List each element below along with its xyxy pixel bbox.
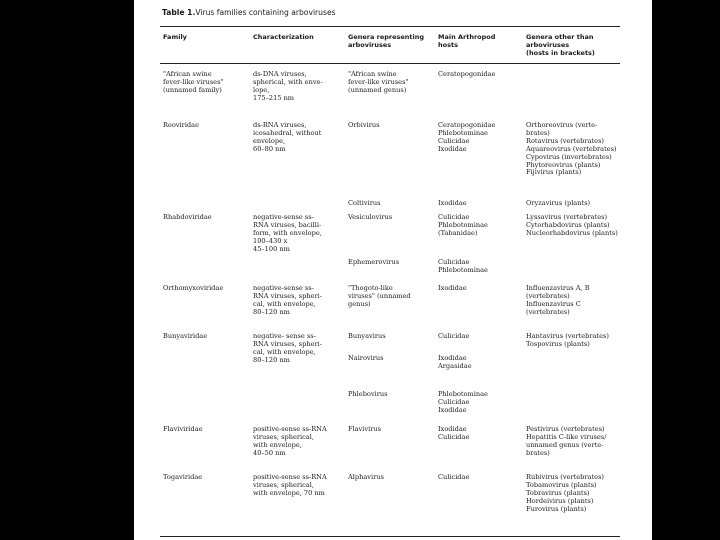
table-cell-characterization	[253, 214, 322, 254]
table-cell-characterization-line: negative-sense ss-	[253, 213, 314, 221]
table-bottom-rule	[160, 536, 620, 537]
table-cell-genera	[348, 285, 411, 309]
header-family-line: Family	[163, 33, 187, 41]
table-cell-hosts	[438, 355, 472, 371]
table-cell-genera	[348, 214, 392, 222]
table-cell-genera-line: Bunyavirus	[348, 332, 386, 340]
table-cell-hosts-line: Phlebotominae	[438, 128, 488, 137]
table-cell-characterization-line: 80–120 nm	[253, 307, 290, 316]
table-cell-family-line: Rhabdoviridae	[163, 213, 212, 221]
table-cell-hosts-line: Ixodidae	[438, 354, 467, 362]
table-cell-hosts	[438, 122, 495, 154]
table-cell-characterization-line: RNA viruses, bacilli-	[253, 220, 322, 229]
header-genera-line: arboviruses	[348, 41, 392, 49]
table-cell-other-line: Phytoreovirus (plants)	[526, 160, 601, 169]
table-cell-characterization-line: with envelope,	[253, 440, 302, 449]
table-cell-genera	[348, 122, 380, 130]
table-cell-characterization-line: 45–100 nm	[253, 244, 290, 253]
table-cell-genera	[348, 200, 381, 208]
table-cell-family	[163, 426, 203, 434]
table-cell-characterization-line: envelope,	[253, 136, 286, 145]
table-cell-genera-line: genus)	[348, 299, 371, 308]
table-cell-family-line: (unnamed family)	[163, 85, 222, 94]
table-cell-hosts-line: (Tabanidae)	[438, 228, 478, 237]
table-cell-hosts-line: Argasidae	[438, 361, 472, 370]
table-cell-hosts-line: Ixodidae	[438, 199, 467, 207]
table-cell-hosts-line: Culicidae	[438, 136, 470, 145]
header-family	[163, 33, 187, 41]
table-cell-genera-line: viruses" (unnamed	[348, 291, 411, 300]
table-cell-characterization-line: 80–120 nm	[253, 355, 290, 364]
table-cell-other	[526, 333, 609, 349]
header-hosts	[438, 33, 495, 49]
table-cell-characterization-line: positive-sense ss-RNA	[253, 473, 327, 481]
table-cell-hosts-line: Culicidae	[438, 432, 470, 441]
table-cell-other-line: Fijivirus (plants)	[526, 168, 582, 177]
table-cell-hosts-line: Phlebotominae	[438, 265, 488, 274]
table-caption: Virus families containing arboviruses	[195, 8, 336, 17]
table-cell-genera-line: Coltivirus	[348, 199, 381, 207]
document-page	[134, 0, 652, 540]
table-cell-characterization-line: 60–80 nm	[253, 144, 286, 153]
table-cell-genera	[348, 333, 386, 341]
table-cell-other-line: Cytorhabdovirus (plants)	[526, 220, 610, 229]
table-cell-genera	[348, 259, 399, 267]
table-cell-family	[163, 474, 202, 482]
table-cell-other-line: Tobamovirus (plants)	[526, 480, 597, 489]
table-cell-family-line: Orthomyxoviridae	[163, 284, 224, 292]
table-cell-characterization-line: 40–50 nm	[253, 448, 286, 457]
header-genera-line: Genera representing	[348, 33, 425, 41]
table-cell-genera-line: Ephemerovirus	[348, 258, 400, 266]
table-cell-other	[526, 285, 590, 317]
table-cell-other	[526, 426, 606, 458]
table-cell-other-line: (vertebrates)	[526, 291, 570, 300]
table-cell-other-line: brates)	[526, 128, 550, 137]
header-genera	[348, 33, 424, 49]
table-cell-other	[526, 200, 590, 208]
table-cell-hosts	[438, 333, 469, 341]
table-cell-genera	[348, 71, 409, 95]
table-cell-characterization-line: form, with envelope,	[253, 228, 322, 237]
table-cell-characterization-line: negative- sense ss-	[253, 332, 316, 340]
table-cell-hosts-line: Culicidae	[438, 473, 470, 481]
table-cell-characterization	[253, 474, 327, 498]
table-cell-characterization-line: 175–215 nm	[253, 93, 295, 102]
table-cell-family-line: fever-like viruses"	[163, 77, 224, 86]
table-cell-characterization-line: positive-sense ss-RNA	[253, 425, 327, 433]
table-cell-other-line: Cypovirus (invertebrates)	[526, 152, 612, 161]
header-rule	[160, 63, 620, 64]
table-cell-other-line: Rubivirus (vertebrates)	[526, 473, 604, 481]
table-top-rule	[160, 26, 620, 27]
table-cell-characterization-line: cal, with envelope,	[253, 299, 316, 308]
table-cell-characterization-line: spherical, with enve-	[253, 77, 323, 86]
header-other-genera	[526, 33, 595, 57]
table-cell-other-line: Lyssavirus (vertebrates)	[526, 213, 608, 221]
table-cell-genera-line: Alphavirus	[348, 473, 384, 481]
table-cell-genera-line: fever-like viruses"	[348, 77, 409, 86]
table-cell-genera-line: Orbivirus	[348, 121, 380, 129]
table-cell-hosts	[438, 200, 467, 208]
table-cell-hosts-line: Ixodidae	[438, 425, 467, 433]
table-cell-other-line: Furovirus (plants)	[526, 504, 587, 513]
table-cell-family	[163, 122, 199, 130]
table-cell-other-line: Aquareovirus (vertebrates)	[526, 144, 617, 153]
table-cell-genera	[348, 474, 384, 482]
table-cell-family	[163, 214, 212, 222]
table-cell-hosts-line: Ixodidae	[438, 405, 467, 414]
table-cell-hosts-line: Ixodidae	[438, 284, 467, 292]
table-number: Table 1.	[162, 8, 196, 17]
table-cell-characterization-line: viruses, spherical,	[253, 480, 314, 489]
table-cell-hosts	[438, 391, 488, 415]
header-other-genera-line: arboviruses	[526, 41, 570, 49]
table-cell-genera-line: "Thogoto-like	[348, 284, 393, 292]
table-cell-characterization-line: viruses, spherical,	[253, 432, 314, 441]
table-cell-characterization-line: lope,	[253, 85, 270, 94]
table-cell-characterization-line: 100–430 x	[253, 236, 288, 245]
table-cell-other-line: Hantavirus (vertebrates)	[526, 332, 609, 340]
table-cell-hosts-line: Phlebotominae	[438, 220, 488, 229]
table-cell-hosts	[438, 259, 488, 275]
table-cell-hosts-line: Culicidae	[438, 332, 470, 340]
table-cell-other-line: Orthoreovirus (verte-	[526, 121, 598, 129]
table-cell-characterization-line: icosahedral, without	[253, 128, 322, 137]
table-cell-characterization-line: with envelope, 70 nm	[253, 488, 325, 497]
table-cell-characterization-line: ds-RNA viruses,	[253, 121, 307, 129]
table-cell-characterization-line: RNA viruses, spheri-	[253, 339, 322, 348]
table-cell-characterization	[253, 426, 327, 458]
table-cell-characterization-line: cal, with envelope,	[253, 347, 316, 356]
table-cell-other-line: Pestivirus (vertebrates)	[526, 425, 605, 433]
table-cell-family	[163, 333, 207, 341]
table-cell-hosts-line: Culicidae	[438, 397, 470, 406]
table-cell-other-line: (vertebrates)	[526, 307, 570, 316]
table-cell-genera-line: Phlebovirus	[348, 390, 388, 398]
table-cell-hosts-line: Phlebotominae	[438, 390, 488, 398]
table-cell-hosts	[438, 214, 488, 238]
table-cell-other-line: Rotavirus (vertebrates)	[526, 136, 604, 145]
table-cell-characterization-line: negative-sense ss-	[253, 284, 314, 292]
table-title	[162, 8, 336, 18]
table-cell-hosts	[438, 285, 467, 293]
header-other-genera-line: (hosts in brackets)	[526, 49, 595, 57]
table-cell-hosts	[438, 71, 495, 79]
table-cell-hosts	[438, 426, 469, 442]
table-cell-other-line: Tobravirus (plants)	[526, 488, 590, 497]
table-cell-family-line: Bunyaviridae	[163, 332, 208, 340]
table-cell-other-line: unnamed genus (verte-	[526, 440, 604, 449]
header-characterization-line: Characterization	[253, 33, 314, 41]
table-cell-other-line: Influenzavirus A, B	[526, 284, 590, 292]
table-cell-genera-line: (unnamed genus)	[348, 85, 407, 94]
header-hosts-line: hosts	[438, 41, 458, 49]
table-cell-other	[526, 214, 618, 238]
table-cell-genera-line: Vesiculovirus	[348, 213, 393, 221]
table-cell-hosts-line: Culicidae	[438, 213, 470, 221]
table-cell-other	[526, 474, 604, 514]
table-cell-family-line: "African swine	[163, 70, 212, 78]
table-cell-family-line: Togaviridae	[163, 473, 203, 481]
table-cell-characterization	[253, 71, 323, 103]
table-cell-genera-line: "African swine	[348, 70, 397, 78]
table-cell-genera-line: Flavivirus	[348, 425, 382, 433]
table-cell-genera-line: Nairovirus	[348, 354, 384, 362]
table-cell-characterization	[253, 285, 322, 317]
table-cell-other-line: Tospovirus (plants)	[526, 339, 590, 348]
table-cell-other-line: Hordeivirus (plants)	[526, 496, 594, 505]
table-cell-hosts-line: Culicidae	[438, 258, 470, 266]
table-cell-genera	[348, 355, 384, 363]
table-cell-family-line: Flaviviridae	[163, 425, 203, 433]
table-cell-other-line: Influenzavirus C	[526, 299, 581, 308]
table-cell-hosts	[438, 474, 469, 482]
table-cell-other-line: Nucleorhabdovirus (plants)	[526, 228, 618, 237]
table-cell-other	[526, 122, 617, 177]
table-cell-characterization	[253, 122, 321, 154]
table-cell-hosts-line: Ixodidae	[438, 144, 467, 153]
table-cell-hosts-line: Ceratopogonidae	[438, 121, 496, 129]
table-cell-characterization	[253, 333, 322, 365]
table-cell-other-line: brates)	[526, 448, 550, 457]
header-characterization	[253, 33, 314, 41]
table-cell-hosts-line: Ceratopogonidae	[438, 70, 496, 78]
table-cell-family	[163, 285, 223, 293]
table-cell-other-line: Hepatitis C-like viruses/	[526, 432, 607, 441]
header-hosts-line: Main Arthropod	[438, 33, 496, 41]
table-cell-other-line: Oryzavirus (plants)	[526, 199, 591, 207]
table-cell-characterization-line: ds-DNA viruses,	[253, 70, 307, 78]
header-other-genera-line: Genera other than	[526, 33, 594, 41]
table-cell-family-line: Reoviridae	[163, 121, 199, 129]
table-cell-genera	[348, 426, 381, 434]
table-cell-family	[163, 71, 224, 95]
table-cell-characterization-line: RNA viruses, spheri-	[253, 291, 322, 300]
table-cell-genera	[348, 391, 388, 399]
